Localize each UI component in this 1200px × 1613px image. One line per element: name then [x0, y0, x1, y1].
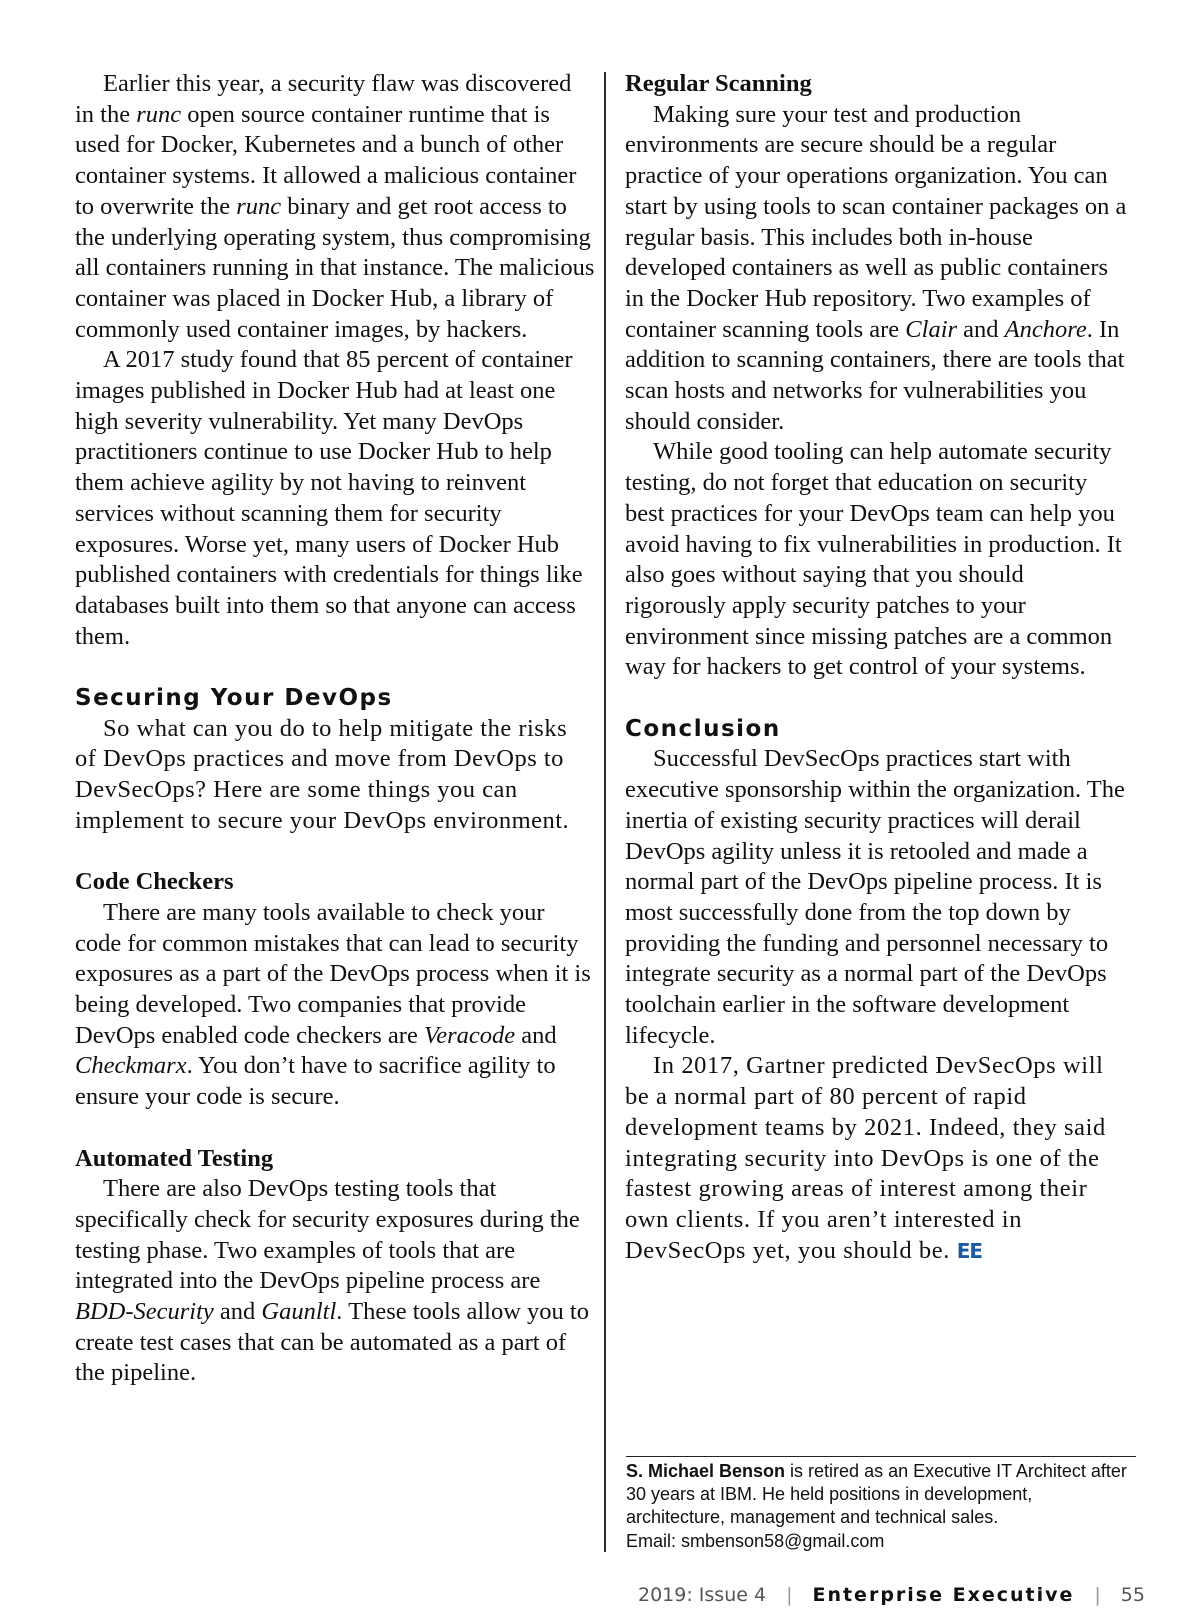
heading-automated-testing: Automated Testing — [75, 1144, 274, 1172]
heading-securing-your-devops: Securing Your DevOps — [75, 685, 393, 712]
page-number: 55 — [1120, 1584, 1145, 1606]
left-column — [75, 69, 595, 1389]
bio-divider — [626, 1456, 1136, 1457]
conclusion-paragraph: Successful DevSecOps practices start with executive sponsorship within the organization. The inertia of existing security practices will derail DevOps agility unless it is retooled and made a normal part of the DevOps pipeline process. It is most successfully done from the top down by providing the funding and personnel necessary to integrate security as a normal part of the DevOps toolchain earlier in the software development lifecycle. — [625, 745, 1125, 1049]
heading-conclusion: Conclusion — [625, 715, 781, 742]
gartner-paragraph: In 2017, Gartner predicted DevSecOps will be a normal part of 80 percent of rapid development teams by 2021. Indeed, they said integrating security into DevOps is one of the fastest growing areas of interest among their own clients. If you aren’t interested in DevSecOps yet, you should be. EE — [625, 1052, 1106, 1264]
column-divider — [604, 72, 606, 1552]
regular-scanning-paragraph: Making sure your test and production environments are secure should be a regular practice of your operations organization. You can start by using tools to scan container packages on a regular basis. This includes both in-house developed containers as well as public containers in the Docker Hub repository. Two examples of container scanning tools are Clair and Anchore. In addition to scanning containers, there are tools that scan hosts and networks for vulnerabilities you should consider. — [625, 100, 1127, 435]
study-paragraph: A 2017 study found that 85 percent of container images published in Docker Hub had at least one high severity vulnerability. Yet many DevOps practitioners continue to use Docker Hub to help them achieve agility by not having to reinvent services without scanning them for security exposures. Worse yet, many users of Docker Hub published containers with credentials for things like databases built into them so that anyone can access them. — [75, 346, 583, 650]
author-bio — [626, 1460, 1136, 1553]
heading-regular-scanning: Regular Scanning — [625, 70, 812, 97]
author-email[interactable]: smbenson58@gmail.com — [681, 1530, 885, 1551]
issue-label: 2019: Issue 4 — [638, 1584, 767, 1606]
code-checkers-paragraph: There are many tools available to check your code for common mistakes that can lead to security exposures as a part of the DevOps process when it is being developed. Two companies that provide DevOps enabled code checkers are Veracode and Checkmarx. You don’t have to sacrifice agility to ensure your code is secure. — [75, 898, 591, 1111]
author-description: is retired as an Executive IT Architect after 30 years at IBM. He held positions in development, architecture, management and technical sales. — [626, 1461, 1127, 1528]
footer-separator: | — [786, 1584, 793, 1606]
email-label: Email: — [626, 1530, 682, 1551]
tooling-paragraph: While good tooling can help automate security testing, do not forget that education on security best practices for your DevOps team can help you avoid having to fix vulnerabilities in production. It also goes without saying that you should rigorously apply security patches to your environment since missing patches are a common way for hackers to get control of your systems. — [625, 438, 1122, 681]
magazine-title: Enterprise Executive — [812, 1584, 1075, 1606]
right-column — [625, 69, 1130, 1266]
footer-separator: | — [1094, 1584, 1101, 1606]
page-footer — [638, 1580, 1145, 1610]
end-mark-logo: EE — [956, 1238, 983, 1263]
automated-testing-paragraph: There are also DevOps testing tools that specifically check for security exposures during the testing phase. Two examples of tools that are integrated into the DevOps pipeline process are BDD-Security and Gaunltl. These tools allow you to create test cases that can be automated as a part of the pipeline. — [75, 1175, 589, 1387]
author-name: S. Michael Benson — [626, 1461, 786, 1481]
heading-code-checkers: Code Checkers — [75, 868, 234, 896]
intro-paragraph: Earlier this year, a security flaw was discovered in the runc open source container runtime that is used for Docker, Kubernetes and a bunch of other container systems. It allowed a malicious container to overwrite the runc binary and get root access to the underlying operating system, thus compromising all containers running in that instance. The malicious container was placed in Docker Hub, a library of commonly used container images, by hackers. — [75, 70, 595, 343]
securing-paragraph: So what can you do to help mitigate the risks of DevOps practices and move from DevOps to DevSecOps? Here are some things you can implement to secure your DevOps environment. — [75, 714, 570, 834]
